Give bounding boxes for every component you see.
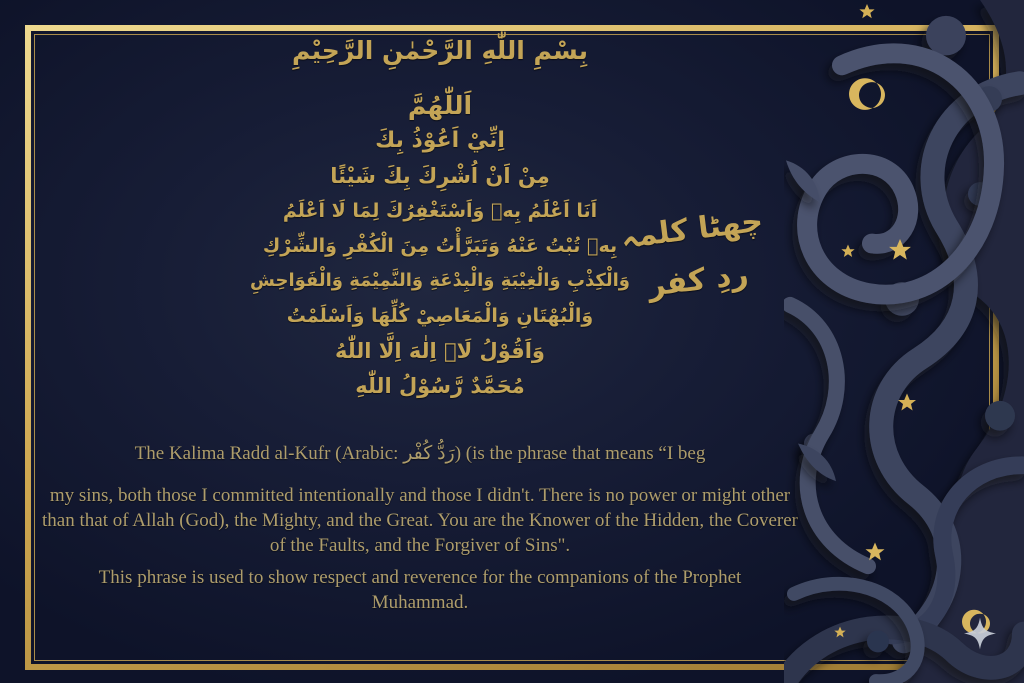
kalima-line: وَالْبُهْتَانِ وَالْمَعَاصِيْ كُلِّهَا وَاَسْلَمْتُ: [286, 304, 594, 327]
kalima-line: بِهٖ تُبْتُ عَنْهُ وَتَبَرَّأْتُ مِنَ الْكُفْرِ وَالشِّرْكِ: [262, 234, 618, 257]
bismillah-calligraphy: بِسْمِ اللّٰهِ الرَّحْمٰنِ الرَّحِيْمِ: [292, 36, 588, 65]
urdu-title-line2: ردِ کفر: [645, 256, 751, 304]
kalima-line: وَالْكِذْبِ وَالْغِيْبَةِ وَالْبِدْعَةِ وَالنَّمِيْمَةِ وَالْفَوَاحِشِ: [250, 270, 630, 291]
ornament-shape: [790, 305, 868, 566]
star-icon: [866, 542, 885, 560]
ornament-dot: [985, 401, 1015, 431]
arabesque-ornament: [784, 0, 1024, 683]
kalima-line: اَنَا اَعْلَمُ بِهٖ وَاَسْتَغْفِرُكَ لِمَا لَا اَعْلَمُ: [282, 199, 598, 222]
ornament-dot: [926, 16, 966, 56]
star-icon: [898, 393, 916, 410]
star-icon: [841, 244, 854, 257]
english-paragraph-intro: The Kalima Radd al-Kufr (Arabic: رَدُّ كُفْر) (is the phrase that means “I beg: [134, 443, 706, 464]
kalima-line: مُحَمَّدٌ رَّسُوْلُ اللّٰهِ: [355, 373, 525, 398]
kalima-line: مِنْ اَنْ اُشْرِكَ بِكَ شَيْئًا: [330, 163, 550, 188]
kalima-line: اَللّٰهُمَّ: [407, 91, 473, 120]
ornament-dot: [867, 631, 889, 653]
star-icon: [859, 4, 874, 18]
english-paragraph-usage: This phrase is used to show respect and reverence for the companions of the Prophet Muhammad.: [98, 567, 742, 614]
urdu-title-line1: چھٹا کلمہ: [618, 203, 765, 256]
crescent-moon-icon: [849, 78, 885, 110]
kalima-line: اِنِّيْ اَعُوْذُ بِكَ: [375, 128, 505, 153]
kalima-line: وَاَقُوْلُ لَاۤ اِلٰهَ اِلَّا اللّٰهُ: [335, 338, 545, 363]
english-paragraph-meaning: my sins, both those I committed intentionally and those I didn't. There is no power or might other than that of Allah (God), the Mighty, and the Great. You are the Knower of the Hidden, the Coverer of the Faults, and the Forgiver of Sins".: [42, 485, 798, 557]
